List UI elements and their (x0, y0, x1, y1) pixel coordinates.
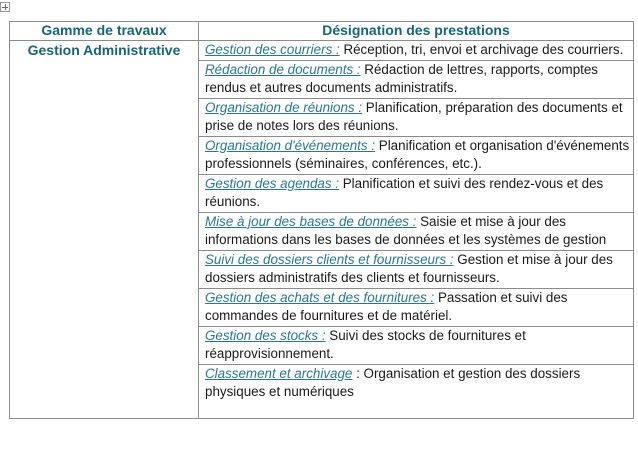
service-name: Rédaction de documents : (205, 61, 361, 77)
service-cell (199, 41, 634, 61)
service-description: Saisie et mise à jour des informations dans les bases de données et les systèmes de gestion (205, 213, 607, 247)
service-cell (199, 60, 634, 98)
service-cell (199, 98, 634, 136)
table-row (10, 41, 634, 61)
service-cell (199, 364, 634, 418)
service-description: Planification et organisation d'événements professionnels (séminaires, conférences, etc.). (205, 137, 630, 171)
service-cell (199, 326, 634, 364)
service-name: Mise à jour des bases de données : (205, 213, 417, 229)
service-description: Passation et suivi des commandes de fournitures et de matériel. (205, 289, 568, 323)
service-cell (199, 136, 634, 174)
service-name: Gestion des courriers : (205, 42, 340, 57)
header-gamme-de-travaux: Gamme de travaux (10, 22, 199, 41)
service-cell (199, 212, 634, 250)
service-name: Organisation de réunions : (205, 99, 363, 115)
service-name: Gestion des stocks : (205, 327, 326, 343)
services-table (9, 21, 634, 419)
service-description: Suivi des stocks de fournitures et réapprovisionnement. (205, 327, 526, 361)
service-name: Organisation d'événements : (205, 137, 376, 153)
service-name: Gestion des agendas : (205, 175, 339, 191)
service-name: Classement et archivage (205, 365, 353, 381)
category-cell: Gestion Administrative (10, 41, 199, 419)
table-move-handle-icon[interactable] (0, 2, 10, 12)
header-row (10, 22, 634, 41)
service-description: Réception, tri, envoi et archivage des courriers. (339, 42, 624, 57)
service-cell (199, 250, 634, 288)
service-description: Planification et suivi des rendez-vous et des réunions. (205, 175, 604, 209)
service-name: Gestion des achats et des fournitures : (205, 289, 435, 305)
service-description: : Organisation et gestion des dossiers physiques et numériques (205, 365, 581, 399)
service-name: Suivi des dossiers clients et fournisseurs : (205, 251, 454, 267)
service-cell (199, 174, 634, 212)
header-designation-prestations: Désignation des prestations (199, 22, 634, 41)
service-description: Rédaction de lettres, rapports, comptes rendus et autres documents administratifs. (205, 61, 599, 95)
service-cell (199, 288, 634, 326)
service-description: Planification, préparation des documents et prise de notes lors des réunions. (205, 99, 623, 133)
service-description: Gestion et mise à jour des dossiers administratifs des clients et fournisseurs. (205, 251, 613, 285)
